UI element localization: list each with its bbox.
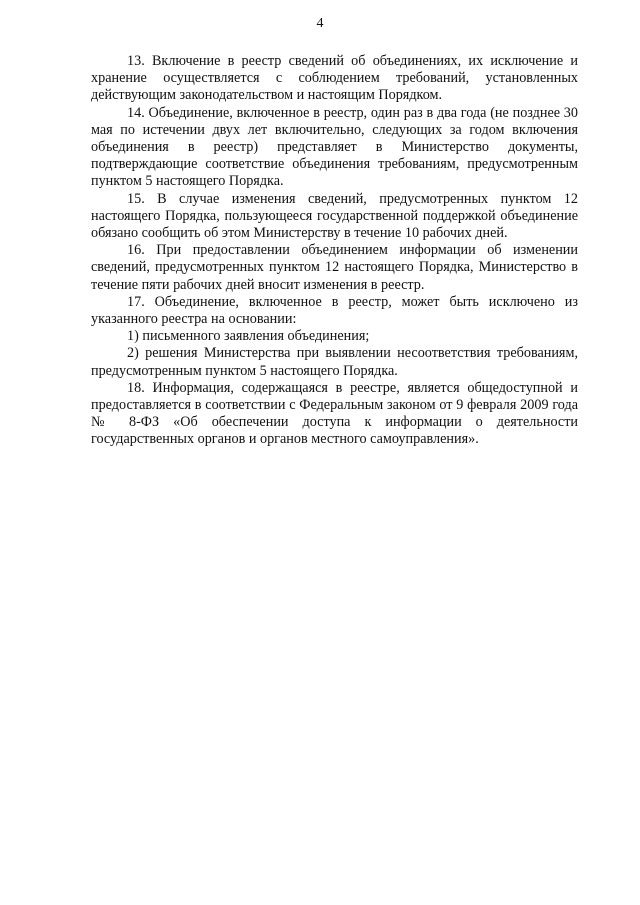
paragraph-18: 18. Информация, содержащаяся в реестре, является общедоступной и предоставляется в соответствии с Федеральным законом от 9 февраля 2009 года № 8-ФЗ «Об обеспечении доступа к информации о деятельности государственных органов и органов местного самоуправления». [91, 379, 578, 448]
paragraph-13: 13. Включение в реестр сведений об объединениях, их исключение и хранение осуществляется с соблюдением требований, установленных действующим законодательством и настоящим Порядком. [91, 53, 578, 104]
list-item-2: 2) решения Министерства при выявлении несоответствия требованиям, предусмотренным пунктом 5 настоящего Порядка. [91, 345, 578, 379]
page-number: 4 [316, 16, 324, 31]
list-item-1: 1) письменного заявления объединения; [127, 328, 370, 345]
paragraph-15: 15. В случае изменения сведений, предусмотренных пунктом 12 настоящего Порядка, пользующееся государственной поддержкой объединение обязано сообщить об этом Министерству в течение 10 рабочих дней. [91, 190, 578, 242]
paragraph-17: 17. Объединение, включенное в реестр, может быть исключено из указанного реестра на основании: [91, 293, 578, 328]
paragraph-16: 16. При предоставлении объединением информации об изменении сведений, предусмотренных пунктом 12 настоящего Порядка, Министерство в течение пяти рабочих дней вносит изменения в реестр. [91, 242, 578, 293]
paragraph-14: 14. Объединение, включенное в реестр, один раз в два года (не позднее 30 мая по истечении двух лет включительно, следующих за годом включения объединения в реестр) представляет в Министерство документы, подтверждающие соответствие объединения требованиям, предусмотренным пунктом 5 настоящего Порядка. [91, 104, 578, 190]
document-body [91, 53, 578, 449]
